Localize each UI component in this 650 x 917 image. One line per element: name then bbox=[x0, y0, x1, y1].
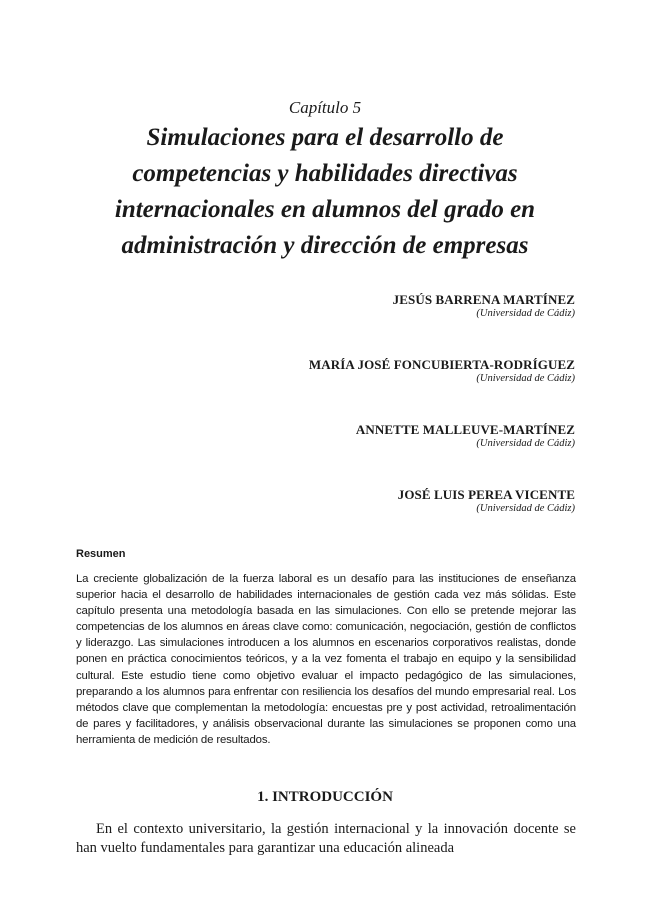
intro-paragraph: En el contexto universitario, la gestión internacional y la innovación docente se han vuelto fundamentales para garantizar una educación alineada bbox=[76, 821, 576, 856]
abstract-text: La creciente globalización de la fuerza laboral es un desafío para las instituciones de enseñanza superior hacia el desarrollo de habilidades internacionales de gestión cada vez más sólidas. Este capítulo presenta una metodología basada en las simulaciones. Con ello se pretende mejorar las competencias de los alumnos en áreas clave como: comunicación, negociación, gestión de conflictos y liderazgo. Las simulaciones introducen a los alumnos en escenarios corporativos realistas, donde ponen en práctica conocimientos teóricos, y a la vez fomenta el trabajo en equipo y la sensibilidad cultural. Este estudio tiene como objetivo evaluar el impacto pedagógico de las simulaciones, preparando a los alumnos para enfrentar con resiliencia los desafíos del mundo empresarial real. Los métodos clave que complementan la metodología: encuestas pre y post actividad, retroalimentación de pares y facilitadores, y análisis observacional durante las simulaciones se proponen como una herramienta de medición de resultados. bbox=[76, 573, 576, 746]
section-heading: 1. INTRODUCCIÓN bbox=[257, 789, 393, 805]
chapter-title: Simulaciones para el desarrollo de competencias y habilidades directivas internacionales en alumnos del grado en administración y dirección de empresas bbox=[114, 124, 536, 259]
author-block bbox=[150, 422, 575, 451]
author-name: MARÍA JOSÉ FONCUBIERTA-RODRÍGUEZ bbox=[308, 357, 575, 372]
abstract-heading: Resumen bbox=[76, 548, 126, 560]
abstract-section bbox=[76, 548, 576, 748]
author-affiliation: (Universidad de Cádiz) bbox=[476, 373, 575, 384]
author-name: JESÚS BARRENA MARTÍNEZ bbox=[392, 292, 575, 307]
author-affiliation: (Universidad de Cádiz) bbox=[476, 503, 575, 514]
chapter-label: Capítulo 5 bbox=[288, 98, 362, 117]
author-affiliation: (Universidad de Cádiz) bbox=[476, 438, 575, 449]
author-block bbox=[150, 487, 575, 516]
author-name: ANNETTE MALLEUVE-MARTÍNEZ bbox=[355, 422, 575, 437]
author-block bbox=[150, 357, 575, 386]
author-block bbox=[150, 292, 575, 321]
author-affiliation: (Universidad de Cádiz) bbox=[476, 308, 575, 319]
author-list bbox=[150, 292, 575, 552]
author-name: JOSÉ LUIS PEREA VICENTE bbox=[397, 487, 575, 502]
